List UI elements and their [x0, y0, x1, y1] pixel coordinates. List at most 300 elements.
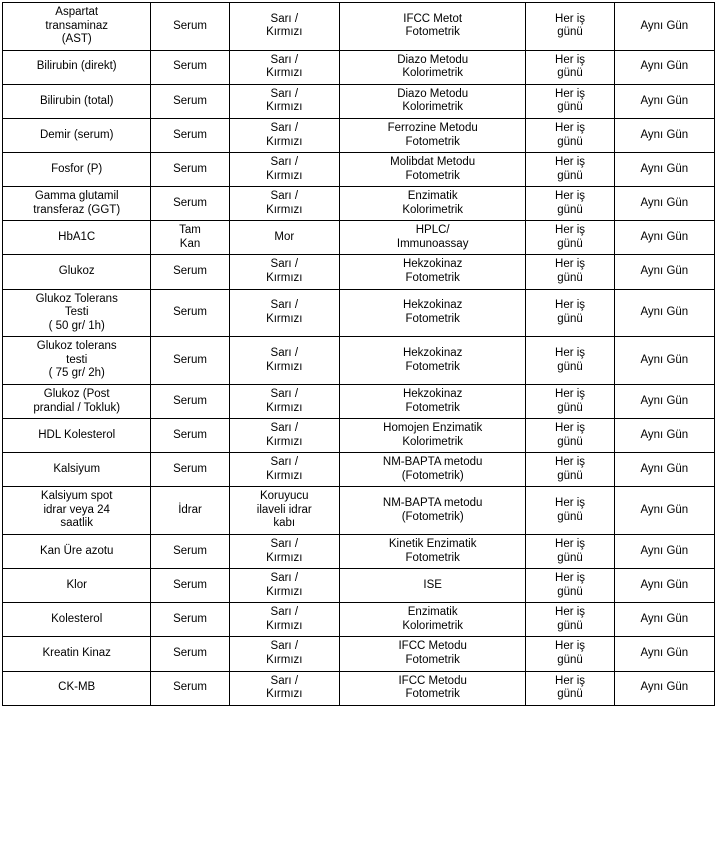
- cell-test: [3, 3, 151, 51]
- cell-method: [339, 535, 526, 569]
- cell-line: Immunoassay: [396, 237, 469, 250]
- table-row: [3, 221, 715, 255]
- cell-tube: [229, 453, 339, 487]
- cell-method: [339, 118, 526, 152]
- cell-line: Homojen Enzimatik: [383, 422, 483, 435]
- cell-tube: [229, 337, 339, 385]
- cell-line: Hekzokinaz: [402, 299, 463, 312]
- cell-line: Her iş: [555, 456, 586, 469]
- cell-line: Gamma glutamil: [34, 190, 119, 203]
- cell-method: [339, 337, 526, 385]
- cell-frequency: [526, 255, 614, 289]
- cell-line: Her iş: [555, 121, 586, 134]
- cell-line: HPLC/: [415, 224, 450, 237]
- cell-sample: [151, 289, 229, 337]
- cell-line: Aynı Gün: [640, 544, 689, 557]
- cell-line: Kolorimetrik: [402, 67, 464, 80]
- cell-line: Kırmızı: [266, 551, 303, 564]
- cell-frequency: [526, 384, 614, 418]
- cell-method: [339, 603, 526, 637]
- cell-line: günü: [557, 135, 583, 148]
- cell-method: [339, 221, 526, 255]
- cell-line: Serum: [173, 162, 207, 175]
- lab-tests-table: [2, 2, 715, 706]
- cell-line: Serum: [173, 647, 207, 660]
- cell-line: prandial / Tokluk): [33, 401, 121, 414]
- cell-line: günü: [557, 510, 583, 523]
- cell-tube: [229, 603, 339, 637]
- cell-test: [3, 384, 151, 418]
- cell-line: Fotometrik: [405, 401, 460, 414]
- cell-line: HDL Kolesterol: [38, 428, 116, 441]
- cell-frequency: [526, 487, 614, 535]
- cell-line: Glukoz tolerans: [36, 340, 117, 353]
- cell-line: Glukoz (Post: [43, 387, 110, 400]
- cell-turnaround: [614, 187, 714, 221]
- cell-line: Kolorimetrik: [402, 101, 464, 114]
- cell-turnaround: [614, 603, 714, 637]
- table-row: [3, 569, 715, 603]
- cell-line: Sarı /: [270, 456, 299, 469]
- cell-sample: [151, 221, 229, 255]
- cell-line: Serum: [173, 462, 207, 475]
- cell-line: Serum: [173, 60, 207, 73]
- cell-line: Serum: [173, 265, 207, 278]
- cell-tube: [229, 118, 339, 152]
- cell-line: Kırmızı: [266, 585, 303, 598]
- cell-line: Kırmızı: [266, 469, 303, 482]
- cell-line: Her iş: [555, 299, 586, 312]
- cell-frequency: [526, 50, 614, 84]
- cell-line: Aynı Gün: [640, 394, 689, 407]
- cell-frequency: [526, 118, 614, 152]
- cell-line: Her iş: [555, 387, 586, 400]
- cell-line: Kinetik Enzimatik: [388, 538, 477, 550]
- cell-line: Her iş: [555, 538, 586, 550]
- cell-line: günü: [557, 688, 583, 701]
- cell-turnaround: [614, 337, 714, 385]
- cell-test: [3, 637, 151, 671]
- cell-line: Sarı /: [270, 87, 299, 100]
- cell-test: [3, 603, 151, 637]
- cell-line: günü: [557, 67, 583, 80]
- cell-line: kabı: [273, 517, 296, 530]
- table-row: [3, 384, 715, 418]
- cell-tube: [229, 671, 339, 705]
- cell-line: CK-MB: [58, 681, 96, 694]
- cell-line: Enzimatik: [407, 606, 458, 619]
- cell-turnaround: [614, 3, 714, 51]
- cell-line: Glukoz Tolerans: [35, 292, 118, 305]
- cell-frequency: [526, 84, 614, 118]
- cell-line: Her iş: [555, 606, 586, 619]
- cell-line: Aynı Gün: [640, 462, 689, 475]
- table-row: [3, 187, 715, 221]
- cell-line: (Fotometrik): [401, 510, 464, 523]
- cell-line: Her iş: [555, 674, 586, 687]
- cell-line: Kırmızı: [266, 169, 303, 182]
- cell-line: Kolorimetrik: [402, 435, 464, 448]
- cell-line: Kırmızı: [266, 619, 303, 632]
- cell-line: Aynı Gün: [640, 613, 689, 626]
- cell-sample: [151, 453, 229, 487]
- cell-line: günü: [557, 169, 583, 182]
- cell-turnaround: [614, 453, 714, 487]
- cell-line: Kreatin Kinaz: [42, 647, 111, 660]
- cell-frequency: [526, 3, 614, 51]
- cell-line: günü: [557, 585, 583, 598]
- cell-line: Bilirubin (direkt): [36, 60, 117, 73]
- cell-line: Kalsiyum: [53, 462, 101, 475]
- cell-tube: [229, 3, 339, 51]
- cell-tube: [229, 187, 339, 221]
- table-row: [3, 289, 715, 337]
- cell-line: Her iş: [555, 87, 586, 100]
- cell-method: [339, 289, 526, 337]
- cell-turnaround: [614, 153, 714, 187]
- cell-tube: [229, 384, 339, 418]
- cell-line: Aynı Gün: [640, 681, 689, 694]
- cell-line: Serum: [173, 428, 207, 441]
- table-row: [3, 453, 715, 487]
- cell-test: [3, 118, 151, 152]
- cell-frequency: [526, 569, 614, 603]
- cell-tube: [229, 289, 339, 337]
- cell-line: Aynı Gün: [640, 503, 689, 516]
- cell-method: [339, 255, 526, 289]
- cell-line: Kolorimetrik: [402, 203, 464, 216]
- cell-sample: [151, 671, 229, 705]
- cell-line: Mor: [274, 231, 295, 244]
- cell-line: Fotometrik: [405, 312, 460, 325]
- cell-line: IFCC Metodu: [398, 674, 467, 687]
- cell-test: [3, 187, 151, 221]
- cell-line: Sarı /: [270, 258, 299, 271]
- cell-line: testi: [66, 353, 88, 366]
- cell-line: Kırmızı: [266, 26, 303, 39]
- cell-turnaround: [614, 118, 714, 152]
- cell-sample: [151, 3, 229, 51]
- cell-line: IFCC Metot: [403, 12, 463, 25]
- cell-line: Serum: [173, 578, 207, 591]
- cell-frequency: [526, 419, 614, 453]
- cell-line: günü: [557, 551, 583, 564]
- cell-line: Serum: [173, 128, 207, 141]
- cell-line: Her iş: [555, 12, 586, 25]
- cell-sample: [151, 603, 229, 637]
- cell-line: Aynı Gün: [640, 428, 689, 441]
- cell-method: [339, 569, 526, 603]
- cell-test: [3, 84, 151, 118]
- cell-line: Kolesterol: [51, 613, 103, 626]
- cell-line: Aynı Gün: [640, 265, 689, 278]
- cell-line: Her iş: [555, 572, 586, 585]
- cell-tube: [229, 569, 339, 603]
- cell-line: günü: [557, 237, 583, 250]
- cell-line: günü: [557, 312, 583, 325]
- cell-line: Serum: [173, 19, 207, 32]
- cell-line: Kırmızı: [266, 360, 303, 373]
- cell-line: Aynı Gün: [640, 196, 689, 209]
- cell-sample: [151, 337, 229, 385]
- cell-turnaround: [614, 569, 714, 603]
- cell-turnaround: [614, 419, 714, 453]
- table-row: [3, 84, 715, 118]
- cell-line: Hekzokinaz: [402, 258, 463, 271]
- cell-test: [3, 50, 151, 84]
- cell-turnaround: [614, 289, 714, 337]
- cell-line: Sarı /: [270, 156, 299, 169]
- cell-line: Serum: [173, 353, 207, 366]
- cell-tube: [229, 221, 339, 255]
- cell-line: Sarı /: [270, 538, 299, 550]
- table-row: [3, 118, 715, 152]
- cell-sample: [151, 84, 229, 118]
- cell-line: Kırmızı: [266, 272, 303, 284]
- table-row: [3, 3, 715, 51]
- cell-line: idrar veya 24: [43, 503, 110, 516]
- cell-test: [3, 671, 151, 705]
- cell-line: Her iş: [555, 640, 586, 653]
- cell-test: [3, 535, 151, 569]
- cell-frequency: [526, 337, 614, 385]
- cell-line: Aynı Gün: [640, 578, 689, 591]
- cell-line: Her iş: [555, 53, 586, 66]
- cell-line: Tam: [179, 224, 201, 237]
- cell-line: NM-BAPTA metodu: [382, 497, 483, 510]
- cell-test: [3, 487, 151, 535]
- cell-tube: [229, 637, 339, 671]
- cell-sample: [151, 487, 229, 535]
- cell-line: Serum: [173, 306, 207, 319]
- cell-line: Sarı /: [270, 422, 299, 435]
- cell-frequency: [526, 637, 614, 671]
- cell-turnaround: [614, 535, 714, 569]
- cell-test: [3, 221, 151, 255]
- cell-line: Fotometrik: [405, 688, 460, 701]
- cell-line: transaminaz: [45, 19, 109, 32]
- cell-line: Aynı Gün: [640, 60, 689, 73]
- cell-test: [3, 419, 151, 453]
- cell-test: [3, 153, 151, 187]
- cell-frequency: [526, 535, 614, 569]
- cell-line: Diazo Metodu: [397, 53, 469, 66]
- cell-line: (Fotometrik): [401, 469, 464, 482]
- cell-method: [339, 487, 526, 535]
- cell-line: (AST): [61, 33, 92, 46]
- cell-line: Kan Üre azotu: [39, 544, 114, 557]
- cell-line: Kırmızı: [266, 135, 303, 148]
- cell-line: Kırmızı: [266, 688, 303, 701]
- cell-line: Her iş: [555, 190, 586, 203]
- cell-line: Fotometrik: [405, 551, 460, 564]
- cell-line: Serum: [173, 613, 207, 626]
- cell-line: Serum: [173, 196, 207, 209]
- cell-method: [339, 671, 526, 705]
- table-row: [3, 255, 715, 289]
- cell-method: [339, 153, 526, 187]
- cell-line: HbA1C: [58, 231, 96, 244]
- cell-line: Aynı Gün: [640, 128, 689, 141]
- cell-line: Molibdat Metodu: [390, 156, 476, 169]
- cell-line: Fosfor (P): [51, 162, 103, 175]
- cell-test: [3, 453, 151, 487]
- cell-line: Hekzokinaz: [402, 387, 463, 400]
- cell-line: günü: [557, 653, 583, 666]
- cell-sample: [151, 187, 229, 221]
- cell-line: günü: [557, 360, 583, 373]
- cell-tube: [229, 487, 339, 535]
- cell-frequency: [526, 453, 614, 487]
- cell-line: Klor: [66, 578, 87, 591]
- cell-frequency: [526, 187, 614, 221]
- cell-line: Hekzokinaz: [402, 347, 463, 360]
- cell-sample: [151, 535, 229, 569]
- cell-sample: [151, 637, 229, 671]
- cell-sample: [151, 419, 229, 453]
- cell-line: Fotometrik: [405, 169, 460, 182]
- cell-line: Ferrozine Metodu: [387, 121, 478, 134]
- cell-line: Kırmızı: [266, 435, 303, 448]
- cell-line: Her iş: [555, 156, 586, 169]
- cell-line: Kalsiyum spot: [40, 490, 113, 503]
- cell-line: Testi: [64, 306, 89, 319]
- cell-line: günü: [557, 101, 583, 114]
- cell-frequency: [526, 289, 614, 337]
- cell-line: Kan: [179, 237, 201, 250]
- cell-test: [3, 289, 151, 337]
- cell-turnaround: [614, 255, 714, 289]
- cell-line: Her iş: [555, 347, 586, 360]
- cell-line: günü: [557, 26, 583, 39]
- cell-method: [339, 384, 526, 418]
- cell-turnaround: [614, 671, 714, 705]
- cell-turnaround: [614, 221, 714, 255]
- cell-method: [339, 453, 526, 487]
- cell-line: Her iş: [555, 258, 586, 271]
- cell-line: Aynı Gün: [640, 353, 689, 366]
- table-row: [3, 603, 715, 637]
- cell-line: günü: [557, 401, 583, 414]
- cell-tube: [229, 419, 339, 453]
- cell-line: Sarı /: [270, 387, 299, 400]
- cell-line: günü: [557, 435, 583, 448]
- cell-sample: [151, 118, 229, 152]
- cell-line: Aynı Gün: [640, 231, 689, 244]
- table-row: [3, 153, 715, 187]
- table-row: [3, 50, 715, 84]
- cell-line: Sarı /: [270, 640, 299, 653]
- cell-line: Her iş: [555, 224, 586, 237]
- table-body: [3, 3, 715, 706]
- cell-line: günü: [557, 272, 583, 284]
- cell-line: transferaz (GGT): [33, 203, 121, 216]
- cell-line: Aynı Gün: [640, 162, 689, 175]
- cell-turnaround: [614, 50, 714, 84]
- cell-line: İdrar: [178, 503, 202, 516]
- cell-method: [339, 419, 526, 453]
- cell-line: Sarı /: [270, 53, 299, 66]
- cell-method: [339, 637, 526, 671]
- cell-line: Diazo Metodu: [397, 87, 469, 100]
- cell-line: Kırmızı: [266, 203, 303, 216]
- cell-line: Sarı /: [270, 347, 299, 360]
- cell-line: Serum: [173, 544, 207, 557]
- cell-line: Kırmızı: [266, 312, 303, 325]
- cell-turnaround: [614, 84, 714, 118]
- cell-line: Her iş: [555, 497, 586, 510]
- cell-test: [3, 337, 151, 385]
- cell-sample: [151, 153, 229, 187]
- cell-sample: [151, 255, 229, 289]
- cell-line: Sarı /: [270, 121, 299, 134]
- cell-line: ( 75 gr/ 2h): [48, 367, 105, 380]
- cell-line: Glukoz: [58, 265, 95, 278]
- cell-line: ilaveli idrar: [256, 503, 312, 516]
- cell-line: Aynı Gün: [640, 647, 689, 660]
- cell-line: Fotometrik: [405, 360, 460, 373]
- cell-sample: [151, 50, 229, 84]
- cell-line: ( 50 gr/ 1h): [48, 319, 105, 332]
- cell-line: NM-BAPTA metodu: [382, 456, 483, 469]
- cell-sample: [151, 569, 229, 603]
- table-row: [3, 637, 715, 671]
- cell-line: Aynı Gün: [640, 306, 689, 319]
- cell-line: Kırmızı: [266, 101, 303, 114]
- cell-line: saatlik: [60, 517, 93, 530]
- cell-line: Fotometrik: [405, 653, 460, 666]
- cell-tube: [229, 50, 339, 84]
- cell-line: günü: [557, 469, 583, 482]
- cell-line: Sarı /: [270, 606, 299, 619]
- cell-line: Fotometrik: [405, 26, 460, 39]
- cell-line: Kırmızı: [266, 401, 303, 414]
- cell-frequency: [526, 153, 614, 187]
- cell-line: Sarı /: [270, 190, 299, 203]
- table-row: [3, 337, 715, 385]
- cell-line: Aspartat: [55, 6, 99, 18]
- cell-line: Sarı /: [270, 572, 299, 585]
- cell-tube: [229, 535, 339, 569]
- cell-line: Aynı Gün: [640, 19, 689, 32]
- cell-line: Fotometrik: [405, 272, 460, 284]
- cell-line: ISE: [423, 578, 442, 591]
- cell-line: Demir (serum): [39, 128, 114, 141]
- cell-turnaround: [614, 487, 714, 535]
- cell-test: [3, 569, 151, 603]
- cell-line: Aynı Gün: [640, 94, 689, 107]
- table-row: [3, 535, 715, 569]
- cell-line: Serum: [173, 94, 207, 107]
- cell-line: Sarı /: [270, 299, 299, 312]
- cell-method: [339, 3, 526, 51]
- cell-frequency: [526, 603, 614, 637]
- cell-line: IFCC Metodu: [398, 640, 467, 653]
- cell-line: Kırmızı: [266, 653, 303, 666]
- cell-line: Bilirubin (total): [39, 94, 114, 107]
- cell-line: Serum: [173, 394, 207, 407]
- cell-line: Kolorimetrik: [402, 619, 464, 632]
- cell-method: [339, 187, 526, 221]
- table-row: [3, 671, 715, 705]
- cell-line: günü: [557, 203, 583, 216]
- cell-method: [339, 84, 526, 118]
- cell-line: Sarı /: [270, 674, 299, 687]
- cell-test: [3, 255, 151, 289]
- table-row: [3, 487, 715, 535]
- cell-tube: [229, 255, 339, 289]
- cell-line: Enzimatik: [407, 190, 458, 203]
